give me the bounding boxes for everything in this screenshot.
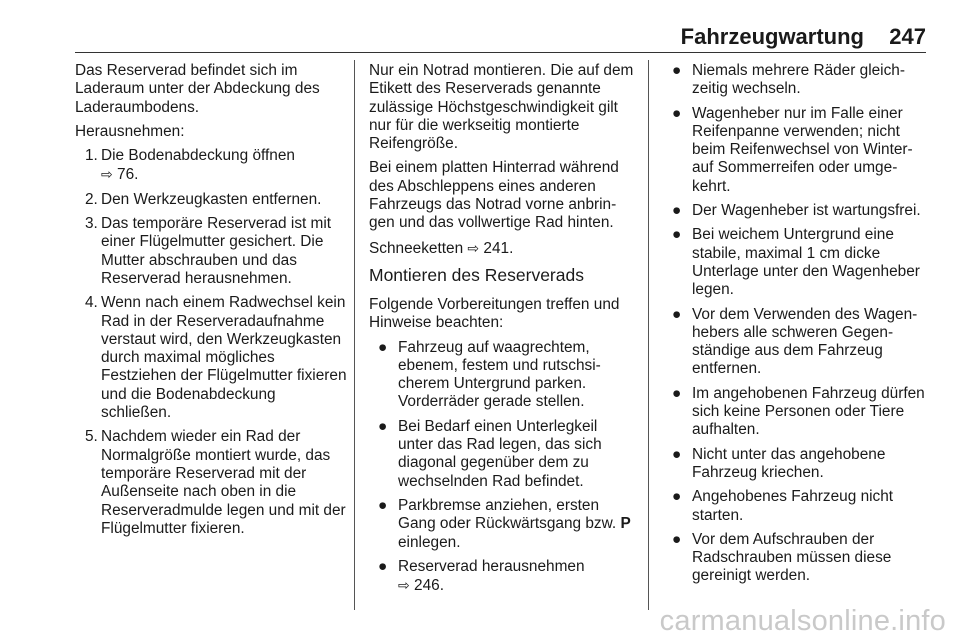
item-text: Angehobenes Fahrzeug nicht starten. xyxy=(692,488,894,524)
ref-arrow-icon[interactable]: ⇨ xyxy=(467,239,480,256)
item-text: Niemals mehrere Räder gleichzeitig wechseln. xyxy=(692,62,905,98)
list-item xyxy=(369,497,635,552)
bullet-icon: ● xyxy=(672,445,682,463)
step-item xyxy=(75,191,347,209)
item-text: Bei Bedarf einen Unterlegkeil unter das Rad legen, das sich diagonal gegenüber dem zu wechselnden Rad befindet. xyxy=(398,417,602,490)
bullet-icon: ● xyxy=(378,338,388,356)
page-header xyxy=(75,18,926,53)
page-number: 247 xyxy=(889,24,926,49)
gear-p-label: P xyxy=(620,515,631,533)
list-item xyxy=(663,105,926,196)
intro-paragraph: Das Reserverad befindet sich im Laderaum unter der Abdeckung des Laderaumbodens. xyxy=(75,62,320,116)
item-text: Reserverad herausnehmen xyxy=(398,557,585,575)
bullet-icon: ● xyxy=(378,496,388,514)
step-number: 1. xyxy=(85,147,98,165)
page-ref-link[interactable]: 241. xyxy=(479,239,514,257)
item-text: Vor dem Verwenden des Wagenhebers alle schweren Gegenständige aus dem Fahrzeug entfernen. xyxy=(692,305,918,378)
paragraph-vorbereitungen: Folgende Vorbereitungen treffen und Hinweise beachten: xyxy=(369,295,620,332)
step-number: 2. xyxy=(85,190,98,208)
step-item xyxy=(75,294,347,422)
schneeketten-text: Schneeketten xyxy=(369,239,468,257)
list-item xyxy=(663,488,926,525)
bullet-icon: ● xyxy=(672,202,682,220)
list-item xyxy=(369,418,635,491)
bullet-icon: ● xyxy=(672,226,682,244)
page-ref-link[interactable]: 246. xyxy=(409,577,444,595)
step-number: 3. xyxy=(85,215,98,233)
step-text: Nachdem wieder ein Rad der Normalgröße montiert wurde, das temporäre Reserverad mit der Außenseite nach oben in die Reserveradmulde legen und mit der Flügelmutter fixieren. xyxy=(101,428,346,537)
list-item xyxy=(663,202,926,220)
bullet-icon: ● xyxy=(672,62,682,79)
column-divider-2 xyxy=(648,60,649,610)
item-text-tail: einlegen. xyxy=(398,533,461,551)
list-item xyxy=(663,385,926,440)
list-item xyxy=(663,446,926,483)
bullet-icon: ● xyxy=(378,417,388,435)
ref-arrow-icon[interactable]: ⇨ xyxy=(398,577,410,594)
bullet-icon: ● xyxy=(378,557,388,575)
list-item xyxy=(663,306,926,379)
step-item xyxy=(75,428,347,538)
paragraph-hinterrad: Bei einem platten Hinterrad während des Abschleppens eines anderen Fahrzeugs das Notrad vorne anbringen und das vollwertige Rad hinten. xyxy=(369,159,619,232)
section-heading: Montieren des Reserverads xyxy=(369,264,584,285)
list-item xyxy=(369,339,635,412)
bullet-icon: ● xyxy=(672,384,682,402)
bullet-icon: ● xyxy=(672,104,682,122)
list-item xyxy=(663,531,926,586)
preparation-list xyxy=(369,339,635,596)
step-item xyxy=(75,215,347,288)
step-number: 5. xyxy=(85,428,98,446)
bullet-icon: ● xyxy=(672,488,682,506)
column-1 xyxy=(75,62,347,544)
item-text: Parkbremse anziehen, ersten Gang oder Rückwärtsgang bzw. xyxy=(398,496,621,533)
steps-list xyxy=(75,147,347,538)
item-text: Wagenheber nur im Falle einer Reifenpanne verwenden; nicht beim Reifenwechsel von Winter- auf Sommerreifen oder umgekehrt. xyxy=(692,104,913,195)
paragraph-schneeketten xyxy=(369,239,635,258)
column-2 xyxy=(369,62,635,601)
step-item xyxy=(75,147,347,185)
bullet-icon: ● xyxy=(672,530,682,548)
page-ref-link[interactable]: 76. xyxy=(112,166,139,184)
item-text: Bei weichem Untergrund eine stabile, maximal 1 cm dicke Unterlage unter den Wagenheber legen. xyxy=(692,226,920,299)
item-text: Der Wagenheber ist wartungsfrei. xyxy=(692,202,921,220)
watermark: carmanualsonline.info xyxy=(659,605,946,637)
ref-arrow-icon[interactable]: ⇨ xyxy=(101,166,113,183)
step-number: 4. xyxy=(85,294,98,312)
step-text: Wenn nach einem Radwechsel kein Rad in der Reserveradaufnahme verstaut wird, den Werkzeugkasten durch maximal mögliches Festziehen der Flügelmutter fixieren und die Bodenabdeckung schließen. xyxy=(101,294,347,422)
list-item xyxy=(663,226,926,299)
item-text: Nicht unter das angehobene Fahrzeug kriechen. xyxy=(692,445,886,481)
step-text: Die Bodenabdeckung öffnen xyxy=(101,147,295,165)
item-text: Im angehobenen Fahrzeug dürfen sich keine Personen oder Tiere aufhalten. xyxy=(692,384,925,439)
item-text: Vor dem Aufschrauben der Radschrauben müssen diese gereinigt werden. xyxy=(692,530,892,585)
safety-list xyxy=(663,62,926,586)
remove-heading: Herausnehmen: xyxy=(75,122,185,140)
step-text: Den Werkzeugkasten entfernen. xyxy=(101,190,322,208)
column-3 xyxy=(663,62,926,592)
bullet-icon: ● xyxy=(672,305,682,323)
item-text: Fahrzeug auf waagrechtem, ebenem, festem und rutschsicherem Untergrund parken. Vorderräder gerade stellen. xyxy=(398,338,601,411)
section-title: Fahrzeugwartung xyxy=(680,24,864,49)
paragraph-notrad: Nur ein Notrad montieren. Die auf dem Etikett des Reserverads genannte zulässige Höchstgeschwindigkeit gilt nur für die werkseitig montierte Reifengröße. xyxy=(369,62,634,153)
list-item xyxy=(663,62,926,99)
column-divider-1 xyxy=(354,60,355,610)
step-text: Das temporäre Reserverad ist mit einer Flügelmutter gesichert. Die Mutter abschrauben und das Reserverad herausnehmen. xyxy=(101,215,332,287)
list-item xyxy=(369,558,635,596)
